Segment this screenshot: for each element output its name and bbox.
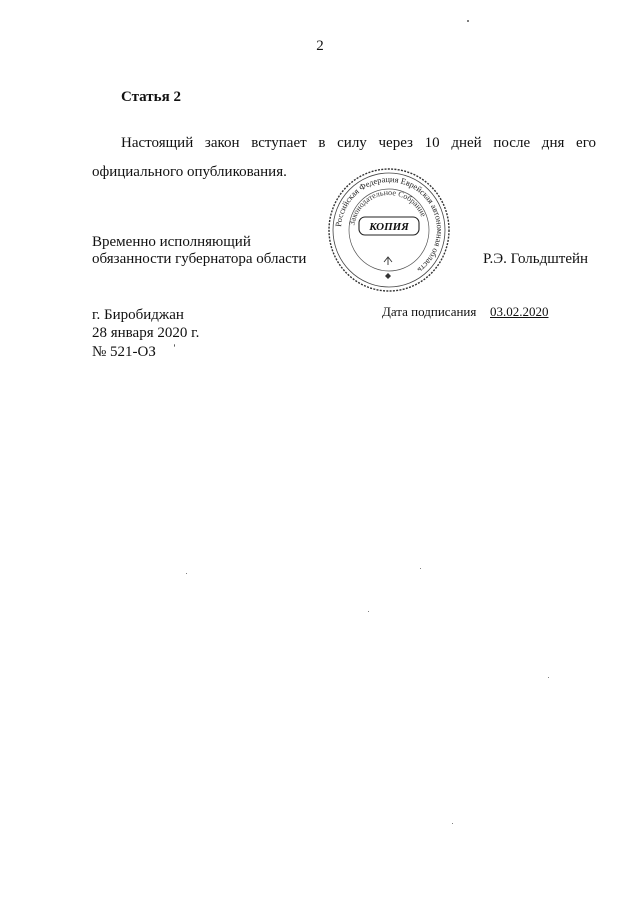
scan-speck <box>368 611 369 612</box>
seal-outer-text: Российская Федерация Еврейская автономная область <box>334 174 445 275</box>
scan-speck <box>467 20 469 22</box>
law-number: № 521-ОЗ <box>92 344 156 360</box>
adoption-date: 28 января 2020 г. <box>92 325 200 341</box>
signing-date-value: 03.02.2020 <box>490 304 549 319</box>
signing-date-label: Дата подписания <box>382 304 477 319</box>
official-seal <box>326 165 452 295</box>
seal-star-icon <box>385 273 391 279</box>
signatory-name: Р.Э. Гольдштейн <box>483 251 589 267</box>
article-text-line2: официального опубликования. <box>92 164 287 180</box>
scan-speck <box>548 677 549 678</box>
seal-inner-text: Законодательное Собрание <box>347 187 429 226</box>
scan-speck <box>174 344 175 347</box>
scan-speck <box>452 823 453 824</box>
city: г. Биробиджан <box>92 307 184 323</box>
signatory-position-line2: обязанности губернатора области <box>92 251 307 267</box>
article-text-line1: Настоящий закон вступает в силу через 10 дней после дня его <box>121 135 596 151</box>
seal-center-text: КОПИЯ <box>369 221 409 233</box>
scan-speck <box>186 573 187 574</box>
seal-emblem-icon <box>384 257 392 265</box>
signatory-position-line1: Временно исполняющий <box>92 234 251 250</box>
page-number: 2 <box>316 38 324 54</box>
scan-speck <box>420 568 421 569</box>
article-heading: Статья 2 <box>121 89 181 105</box>
